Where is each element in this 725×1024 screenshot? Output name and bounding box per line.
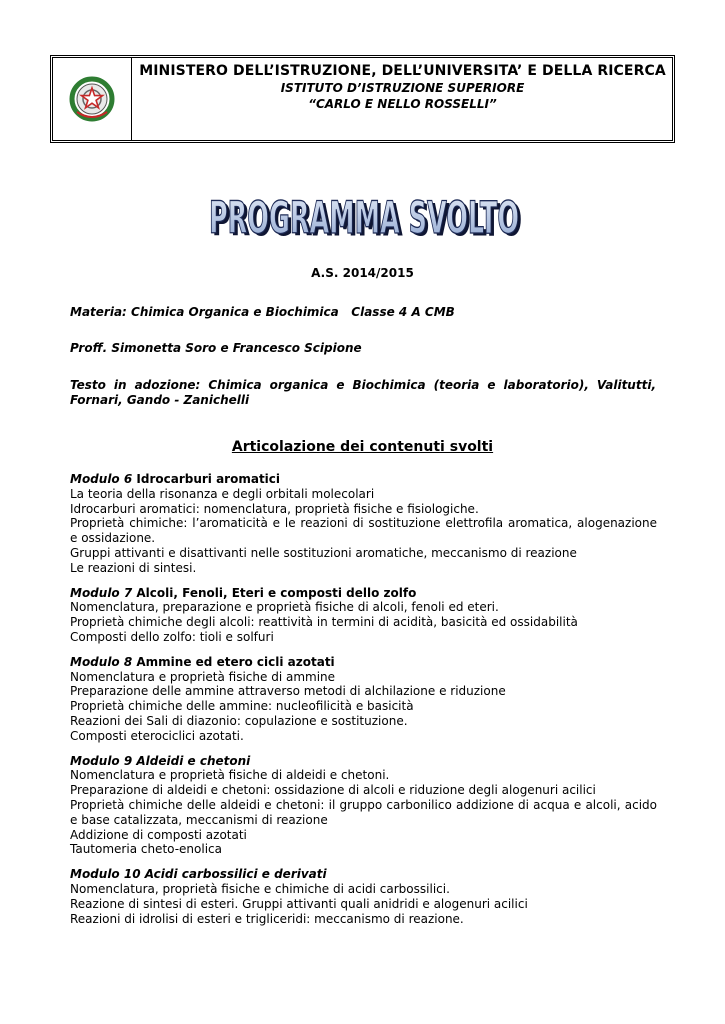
textbook: Testo in adozione: Chimica organica e Biochimica (teoria e laboratorio), Valitutti, Fornari, Gando - Zanichelli bbox=[70, 378, 656, 407]
school-name: “CARLO E NELLO ROSSELLI” bbox=[308, 97, 497, 111]
module-number: Modulo 7 bbox=[70, 585, 133, 600]
school-year: A.S. 2014/2015 bbox=[311, 266, 414, 280]
module-line: Preparazione delle ammine attraverso metodi di alchilazione e riduzione bbox=[70, 684, 506, 699]
module-name: Alcoli, Fenoli, Eteri e composti dello zolfo bbox=[136, 585, 417, 600]
teachers: Proff. Simonetta Soro e Francesco Scipione bbox=[70, 341, 362, 355]
module-line: Reazioni dei Sali di diazonio: copulazione e sostituzione. bbox=[70, 713, 408, 728]
module-line: Nomenclatura e proprietà fisiche di aldeidi e chetoni. bbox=[70, 768, 390, 783]
module-line: Nomenclatura e proprietà fisiche di ammine bbox=[70, 669, 336, 684]
module-line: Proprietà chimiche degli alcoli: reattività in termini di acidità, basicità ed ossidabilità bbox=[70, 615, 578, 630]
module-line: Proprietà chimiche delle aldeidi e chetoni: il gruppo carbonilico addizione di acqua e alcoli, acido e base catalizzata, meccanismi di reazione bbox=[70, 797, 657, 827]
emblem-cell bbox=[53, 58, 132, 140]
module-heading bbox=[70, 472, 657, 487]
module-name: Ammine ed etero cicli azotati bbox=[136, 654, 335, 669]
page-title bbox=[200, 186, 530, 246]
module-line: Addizione di composti azotati bbox=[70, 827, 247, 842]
module-name: Idrocarburi aromatici bbox=[136, 472, 281, 486]
italian-republic-emblem-icon bbox=[69, 76, 115, 122]
letterhead-box bbox=[50, 55, 675, 143]
section-title: Articolazione dei contenuti svolti bbox=[231, 439, 494, 455]
module bbox=[70, 867, 657, 926]
module-number: Modulo 8 bbox=[70, 654, 133, 669]
module-heading bbox=[70, 655, 657, 670]
subject-class: Materia: Chimica Organica e Biochimica Classe 4 A CMB bbox=[70, 305, 455, 319]
module-number: Modulo 9 bbox=[70, 753, 133, 768]
modules-list bbox=[70, 472, 657, 936]
module-line: La teoria della risonanza e degli orbitali molecolari bbox=[70, 486, 375, 501]
module-heading bbox=[70, 867, 657, 882]
module-line: Reazione di sintesi di esteri. Gruppi attivanti quali anidridi e alogenuri acilici bbox=[70, 896, 528, 911]
module-name: Acidi carbossilici e derivati bbox=[144, 867, 327, 882]
letterhead-text bbox=[133, 58, 672, 112]
module-name: Aldeidi e chetoni bbox=[136, 753, 251, 768]
module bbox=[70, 754, 657, 858]
module-line: Gruppi attivanti e disattivanti nelle sostituzioni aromatiche, meccanismo di reazione bbox=[70, 545, 577, 560]
module-line: Nomenclatura, preparazione e proprietà fisiche di alcoli, fenoli ed eteri. bbox=[70, 600, 499, 615]
module-line: Composti dello zolfo: tioli e solfuri bbox=[70, 629, 274, 644]
module-heading bbox=[70, 754, 657, 769]
module-number: Modulo 6 bbox=[70, 472, 133, 486]
module-line: Tautomeria cheto-enolica bbox=[70, 842, 222, 857]
module bbox=[70, 586, 657, 645]
module-line: Composti eterociclici azotati. bbox=[70, 728, 244, 743]
module-line: Preparazione di aldeidi e chetoni: ossidazione di alcoli e riduzione degli alogenuri acilici bbox=[70, 783, 596, 798]
page-title-shadow: PROGRAMMA SVOLTO bbox=[212, 195, 522, 246]
institute-type: ISTITUTO D’ISTRUZIONE SUPERIORE bbox=[280, 81, 525, 95]
module-line: Le reazioni di sintesi. bbox=[70, 560, 197, 575]
module-line: Proprietà chimiche: l’aromaticità e le reazioni di sostituzione elettrofila aromatica, alogenazione e ossidazione. bbox=[70, 516, 657, 546]
module-number: Modulo 10 bbox=[70, 867, 141, 882]
ministry-name: MINISTERO DELL’ISTRUZIONE, DELL’UNIVERSITA’ E DELLA RICERCA bbox=[139, 63, 666, 79]
module-line: Reazioni di idrolisi di esteri e trigliceridi: meccanismo di reazione. bbox=[70, 911, 464, 926]
module-line: Proprietà chimiche delle ammine: nucleofilicità e basicità bbox=[70, 699, 414, 714]
module bbox=[70, 655, 657, 744]
module bbox=[70, 472, 657, 576]
module-line: Idrocarburi aromatici: nomenclatura, proprietà fisiche e fisiologiche. bbox=[70, 501, 479, 516]
module-heading bbox=[70, 586, 657, 601]
module-line: Nomenclatura, proprietà fisiche e chimiche di acidi carbossilici. bbox=[70, 881, 450, 896]
page-title-text: PROGRAMMA SVOLTO bbox=[209, 193, 520, 245]
